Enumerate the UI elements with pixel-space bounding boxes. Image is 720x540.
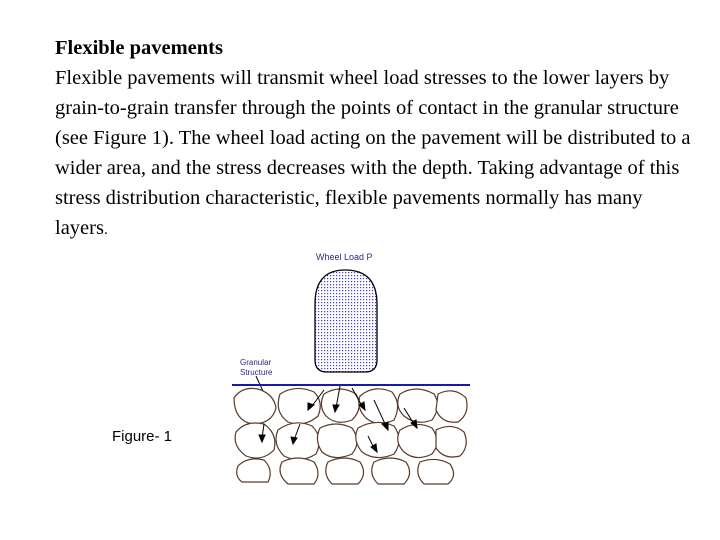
particle [321,389,359,422]
particle [278,388,320,424]
particle [235,423,275,458]
particle [280,458,318,484]
granular-label-line1: Granular [240,358,272,367]
particle [326,458,364,484]
body-paragraph: Flexible pavements will transmit wheel load stresses to the lower layers by grain-to-grain transfer through the points of contact in the granular structure (see Figure 1). The wheel load acting on the pavement will be distributed to a wider area, and the stress decreases with the depth. Taking advantage of this stress distribution characteristic, flexible pavements normally has many layers [55,67,691,239]
particle [317,424,357,458]
particle [372,458,410,484]
particle [276,423,319,460]
particle [237,459,271,482]
particle [436,391,467,422]
particle [398,389,438,422]
aggregate-particles [234,388,467,484]
particle [436,426,466,457]
pavement-diagram [228,248,478,488]
particle [398,424,437,457]
figure-caption: Figure- 1 [112,428,173,445]
paragraph-end: . [103,222,108,238]
wheel-load-label: Wheel Load P [316,252,373,262]
text-block [55,33,695,245]
particle [234,388,276,424]
wheel-shape [315,270,377,372]
section-heading: Flexible pavements [55,37,223,59]
granular-label-line2: Structure [240,368,273,377]
particle [418,459,454,484]
pavement-figure [228,248,478,488]
